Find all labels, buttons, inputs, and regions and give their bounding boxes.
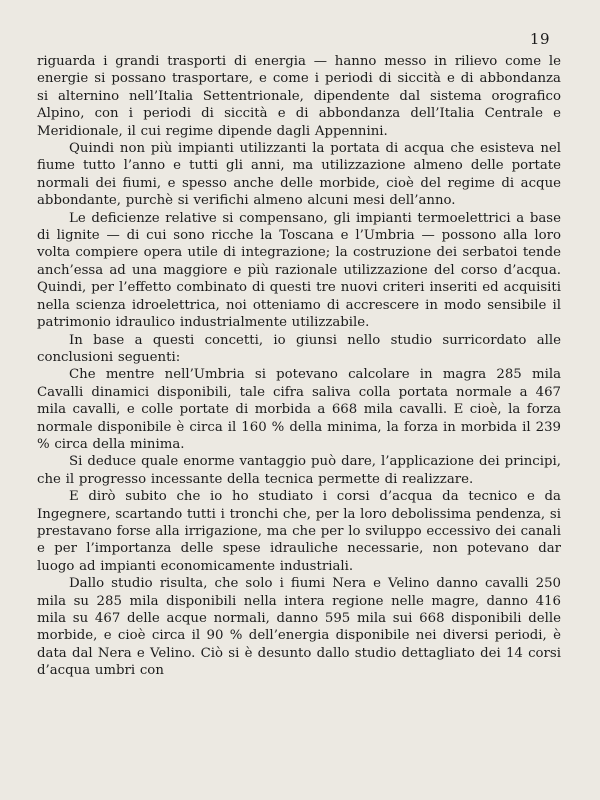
paragraph-1: riguarda i grandi trasporti di energia — hanno messo in rilievo come le energie si possano trasportare, e come i periodi di siccità e di abbondanza si alternino nell’Italia Settentrionale, dipendente dal sistema orografico Alpino, con i periodi di siccità e di abbondanza dell’Italia Centrale e Meridionale, il cui regime dipende dagli Appennini. [37,54,561,139]
paragraph-3: Le deficienze relative si compensano, gli impianti termoelettrici a base di lignite — di cui sono ricche la Toscana e l’Umbria — possono alla loro volta compiere opera utile di integrazione; la costruzione dei serbatoi tende anch’essa ad una maggiore e più razionale utilizzazione del corso d’acqua. Quindi, per l’effetto combinato di questi tre nuovi criteri inseriti ed acquisiti nella scienza idroelettrica, noi otteniamo di accrescere in modo sensibile il patrimonio idraulico industrialmente utilizzabile. [37,210,561,331]
page-number: 19 [529,30,550,48]
paragraph-5: Che mentre nell’Umbria si potevano calcolare in magra 285 mila Cavalli dinamici disponibili, tale cifra saliva colla portata normale a 467 mila cavalli, e colle portate di morbida a 668 mila cavalli. E cioè, la forza normale disponibile è circa il 160 % della minima, la forza in morbida il 239 % circa della minima. [37,367,561,452]
paragraph-6: Si deduce quale enorme vantaggio può dare, l’applicazione dei principi, che il progresso incessante della tecnica permette di realizzare. [37,454,561,487]
paragraph-7: E dirò subito che io ho studiato i corsi d’acqua da tecnico e da Ingegnere, scartando tutti i tronchi che, per la loro debolissima pendenza, si prestavano forse alla irrigazione, ma che per lo sviluppo eccessivo dei canali e per l’importanza delle spese idrauliche necessarie, non potevano dar luogo ad impianti economicamente industriali. [37,489,561,574]
paragraph-8: Dallo studio risulta, che solo i fiumi Nera e Velino danno cavalli 250 mila su 285 mila disponibili nella intera regione nelle magre, danno 416 mila su 467 delle acque normali, danno 595 mila sui 668 disponibili delle morbide, e cioè circa il 90 % dell’energia disponibile nei diversi periodi, è data dal Nera e Velino. Ciò si è desunto dallo studio dettagliato dei 14 corsi d’acqua umbri con [37,576,561,679]
paragraph-2: Quindi non più impianti utilizzanti la portata di acqua che esisteva nel fiume tutto l’anno e tutti gli anni, ma utilizzazione almeno delle portate normali dei fiumi, e spesso anche delle morbide, cioè del regime di acque abbondante, purchè si verifichi almeno alcuni mesi dell’anno. [37,141,561,209]
body-text [37,53,561,680]
paragraph-4: In base a questi concetti, io giunsi nello studio surricordato alle conclusioni seguenti: [37,332,561,365]
